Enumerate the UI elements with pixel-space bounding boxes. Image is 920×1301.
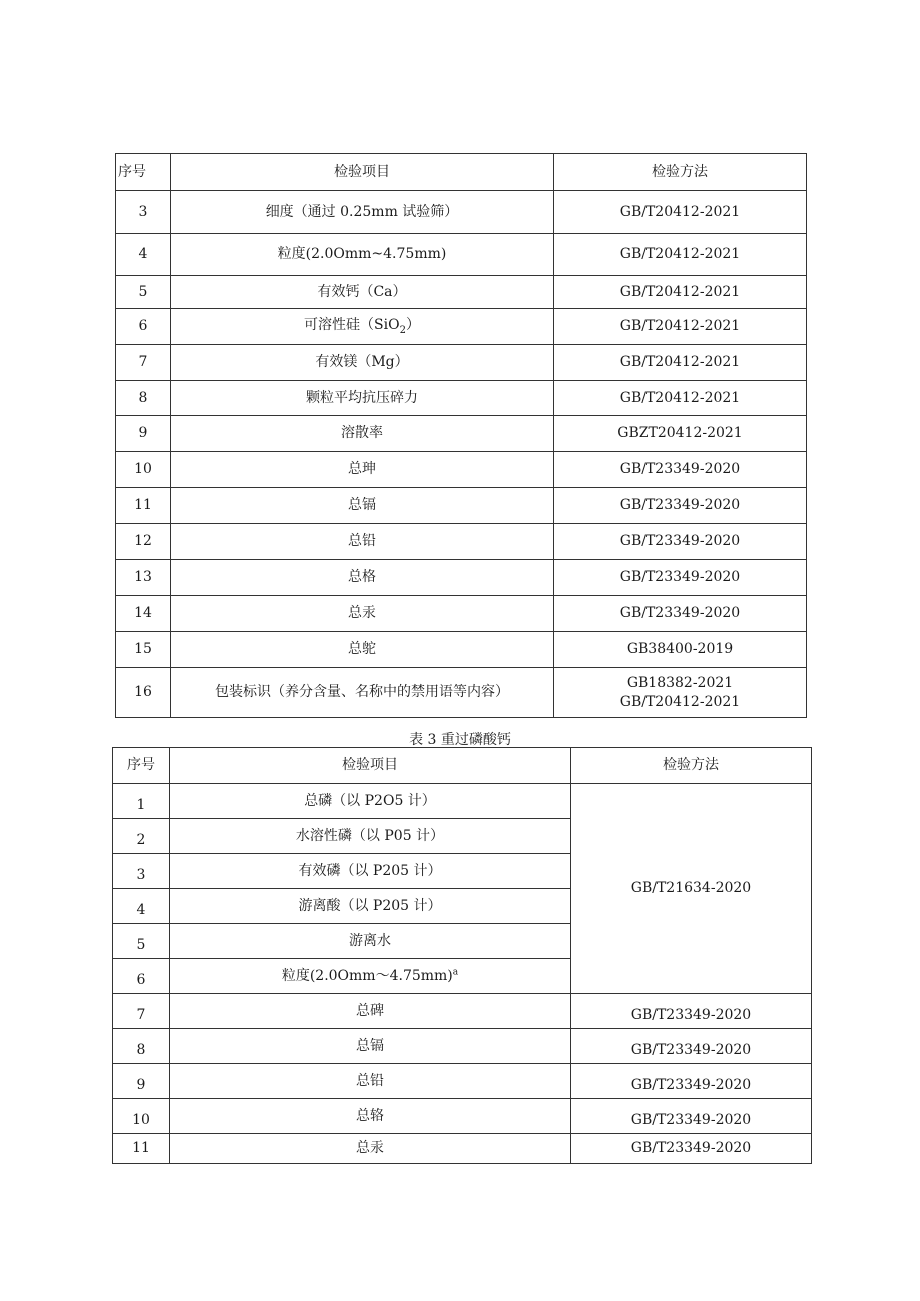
row-item: 细度（通过 0.25mm 试验筛） — [171, 191, 554, 234]
item-text-end: ） — [405, 317, 420, 334]
row-item: 包装标识（养分含量、名称中的禁用语等内容） — [171, 668, 554, 718]
table-row — [116, 276, 807, 309]
table-row — [116, 560, 807, 596]
row-item: 总汞 — [170, 1134, 571, 1164]
row-item: 游离酸（以 P205 计） — [170, 889, 571, 924]
row-no: 3 — [113, 854, 170, 889]
table-row — [116, 524, 807, 560]
row-item: 总辂 — [170, 1099, 571, 1134]
row-no: 7 — [113, 994, 170, 1029]
header-method: 检验方法 — [571, 748, 812, 784]
row-item: 总镉 — [170, 1029, 571, 1064]
row-item: 总铅 — [170, 1064, 571, 1099]
table-row — [116, 416, 807, 452]
table-row — [113, 784, 812, 819]
row-method: GB/T23349-2020 — [554, 524, 807, 560]
row-method: GB/T23349-2020 — [554, 488, 807, 524]
row-item: 粒度(2.0Omm~4.75mm) — [171, 234, 554, 276]
row-no: 6 — [113, 959, 170, 994]
row-no: 4 — [113, 889, 170, 924]
row-no: 12 — [116, 524, 171, 560]
table-row — [113, 994, 812, 1029]
table-header-row — [116, 154, 807, 191]
row-no: 15 — [116, 632, 171, 668]
row-no: 1 — [113, 784, 170, 819]
row-item: 颗粒平均抗压碎力 — [171, 381, 554, 416]
row-method: GB/T23349-2020 — [571, 1134, 812, 1164]
row-method: GB/T20412-2021 — [554, 309, 807, 345]
table-row — [113, 1064, 812, 1099]
row-no: 9 — [113, 1064, 170, 1099]
table-row — [113, 1134, 812, 1164]
row-no: 9 — [116, 416, 171, 452]
method-line-2: GB/T20412-2021 — [619, 693, 741, 710]
row-no: 13 — [116, 560, 171, 596]
row-item — [170, 959, 571, 994]
table-row — [113, 1029, 812, 1064]
row-no: 2 — [113, 819, 170, 854]
row-item: 溶散率 — [171, 416, 554, 452]
row-method: GB/T23349-2020 — [571, 994, 812, 1029]
header-item: 检验项目 — [171, 154, 554, 191]
row-method: GB/T23349-2020 — [554, 596, 807, 632]
row-no: 10 — [116, 452, 171, 488]
row-no: 14 — [116, 596, 171, 632]
row-no: 16 — [116, 668, 171, 718]
table-1 — [115, 153, 807, 718]
row-no: 6 — [116, 309, 171, 345]
header-no: 序号 — [116, 154, 171, 191]
row-method: GB/T23349-2020 — [571, 1064, 812, 1099]
row-item: 水溶性磷（以 P05 计） — [170, 819, 571, 854]
row-method: GB/T23349-2020 — [554, 452, 807, 488]
row-item: 游离水 — [170, 924, 571, 959]
method-line-1: GB18382-2021 — [626, 675, 734, 692]
table-row — [116, 596, 807, 632]
row-method: GB38400-2019 — [554, 632, 807, 668]
row-method: GB/T20412-2021 — [554, 234, 807, 276]
group-method: GB/T21634-2020 — [571, 784, 812, 994]
row-method: GB/T20412-2021 — [554, 276, 807, 309]
table-row — [116, 488, 807, 524]
row-method: GB/T20412-2021 — [554, 191, 807, 234]
row-no: 3 — [116, 191, 171, 234]
row-item: 总珅 — [171, 452, 554, 488]
row-no: 4 — [116, 234, 171, 276]
header-method: 检验方法 — [554, 154, 807, 191]
header-no: 序号 — [113, 748, 170, 784]
row-item: 总汞 — [171, 596, 554, 632]
row-item: 总镉 — [171, 488, 554, 524]
row-item: 总格 — [171, 560, 554, 596]
row-no: 5 — [113, 924, 170, 959]
row-item: 总碑 — [170, 994, 571, 1029]
table-2 — [112, 747, 812, 1164]
row-method: GB/T23349-2020 — [554, 560, 807, 596]
row-item — [171, 309, 554, 345]
row-item: 总磷（以 P2O5 计） — [170, 784, 571, 819]
row-item: 总铅 — [171, 524, 554, 560]
superscript: a — [452, 967, 459, 978]
item-text: 可溶性硅（SiO — [304, 317, 400, 334]
row-item: 有效钙（Ca） — [171, 276, 554, 309]
row-no: 10 — [113, 1099, 170, 1134]
subscript: 2 — [399, 324, 406, 336]
row-method: GB/T23349-2020 — [571, 1099, 812, 1134]
row-no: 11 — [116, 488, 171, 524]
row-item: 有效镁（Mg） — [171, 345, 554, 381]
row-no: 8 — [113, 1029, 170, 1064]
row-method: GBZT20412-2021 — [554, 416, 807, 452]
table-header-row — [113, 748, 812, 784]
table-row — [116, 381, 807, 416]
table-row — [116, 191, 807, 234]
row-no: 8 — [116, 381, 171, 416]
row-method — [554, 668, 807, 718]
row-no: 7 — [116, 345, 171, 381]
item-text: 粒度(2.0Omm～4.75mm) — [281, 967, 453, 984]
row-item: 有效磷（以 P205 计） — [170, 854, 571, 889]
table-row — [116, 309, 807, 345]
row-method: GB/T23349-2020 — [571, 1029, 812, 1064]
header-item: 检验项目 — [170, 748, 571, 784]
row-item: 总鸵 — [171, 632, 554, 668]
table-2-caption: 表 3 重过磷酸钙 — [409, 732, 511, 748]
table-row — [116, 668, 807, 718]
table-row — [116, 345, 807, 381]
row-no: 5 — [116, 276, 171, 309]
row-method: GB/T20412-2021 — [554, 345, 807, 381]
row-no: 11 — [113, 1134, 170, 1164]
table-row — [116, 234, 807, 276]
table-row — [113, 1099, 812, 1134]
table-row — [116, 452, 807, 488]
row-method: GB/T20412-2021 — [554, 381, 807, 416]
table-row — [116, 632, 807, 668]
